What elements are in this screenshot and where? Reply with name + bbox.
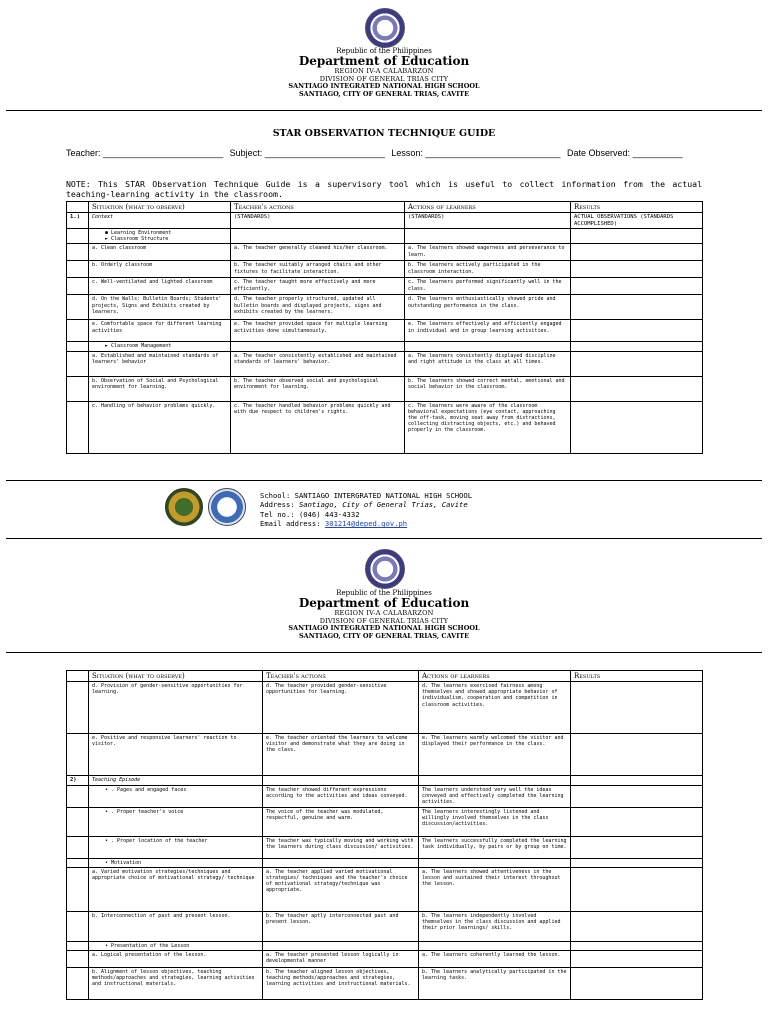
list-item: • . Pages and engaged faces <box>89 785 263 807</box>
table-cell: d. The teacher provided gender-sensitive opportunities for learning. <box>263 682 419 734</box>
result-cell[interactable] <box>571 295 703 320</box>
list-item: • . Proper location of the teacher <box>89 836 263 858</box>
blank-cell <box>67 682 89 734</box>
table-cell: d. Provision of gender-sensitive opportunities for learning. <box>89 682 263 734</box>
cell <box>263 858 419 867</box>
table-cell: a. The learners showed attentiveness in the lesson and sustained their interest throughout the lesson. <box>419 867 571 911</box>
cell <box>231 342 405 351</box>
blank-cell <box>67 320 89 342</box>
footer-tel: Tel no.: (046) 443-4332 <box>260 509 360 519</box>
table-cell: a. Clean classroom <box>89 244 231 261</box>
cell <box>405 229 571 244</box>
table-cell: c. The learners were aware of the classroom behavioral expectations (eye contact, approaching the off-task, moving seat away from distractions, collecting distracting objects, etc.) and behaved properly in the classroom. <box>405 401 571 453</box>
deped-seal-logo <box>365 8 405 48</box>
context-label: Context <box>89 213 231 229</box>
result-cell[interactable] <box>571 261 703 278</box>
result-cell[interactable] <box>571 950 703 967</box>
table-cell: a. The teacher applied varied motivational strategies/ techniques and the teacher's choice of motivational strategy/technique was appropriate. <box>263 867 419 911</box>
table-cell: e. The learners warmly welcomed the visitor and displayed their performance in the class. <box>419 734 571 776</box>
col-situation: Situation (what to observe) <box>89 202 231 213</box>
result-cell[interactable] <box>571 785 703 807</box>
result-cell[interactable] <box>571 320 703 342</box>
table-cell: a. Varied motivation strategies/techniques and appropriate choice of motivational strategy/ technique <box>89 867 263 911</box>
table-cell: b. The learners showed correct mental, emotional and social behavior in the classroom. <box>405 376 571 401</box>
list-item: ● Learning Environment ► Classroom Structure <box>89 229 231 244</box>
table-cell: e. Positive and responsive learners' reaction to visitor. <box>89 734 263 776</box>
blank-cell <box>67 858 89 867</box>
blank-cell <box>67 967 89 999</box>
letterhead <box>0 589 768 640</box>
teacher-field[interactable]: Teacher: ________________________ <box>66 148 224 158</box>
table-cell: b. Observation of Social and Psychological environment for learning. <box>89 376 231 401</box>
blank-cell <box>67 202 89 213</box>
bullet-label: Motivation <box>111 859 142 866</box>
bullet-label: Proper location of the teacher <box>117 837 208 844</box>
table-cell: c. The teacher handled behavior problems quickly and with due respect to children's rights. <box>231 401 405 453</box>
location-text: SANTIAGO, CITY OF GENERAL TRIAS, CAVITE <box>298 89 470 98</box>
info-line <box>66 148 687 158</box>
table-cell: d. The teacher properly structured, updated all bulletin boards and displayed projects, signs and exhibits created by the learners. <box>231 295 405 320</box>
result-cell[interactable] <box>571 244 703 261</box>
school-logo <box>165 488 203 526</box>
division-logo <box>208 488 246 526</box>
cell <box>571 776 703 786</box>
cell <box>571 941 703 950</box>
footer-address <box>260 500 472 509</box>
table-cell: a. The learners coherently learned the lesson. <box>419 950 571 967</box>
bullet-label: Proper teacher's voice <box>117 808 184 815</box>
blank-cell <box>67 376 89 401</box>
teaching-episode-label: Teaching Episode <box>89 776 263 786</box>
col-teacher-actions: Teacher's actions <box>263 671 419 682</box>
table-cell: b. Alignment of lesson objectives, teaching methods/approaches and strategies, learning activities and instructional materials. <box>89 967 263 999</box>
header-rule <box>6 110 762 111</box>
location-text: SANTIAGO, CITY OF GENERAL TRIAS, CAVITE <box>298 631 470 640</box>
table-cell: The teacher was typically moving and working with the learners during class discussion/ activities. <box>263 836 419 858</box>
table-cell: The voice of the teacher was modulated, respectful, genuine and warm. <box>263 807 419 836</box>
list-item: • Motivation <box>89 858 263 867</box>
blank-cell <box>67 351 89 376</box>
blank-cell <box>67 911 89 941</box>
cell <box>263 776 419 786</box>
table-cell: d. The learners enthusiastically showed pride and outstanding performance in the class. <box>405 295 571 320</box>
col-learner-actions: Actions of learners <box>405 202 571 213</box>
list-item: ► Classroom Management <box>89 342 231 351</box>
table-cell: a. Logical presentation of the lesson. <box>89 950 263 967</box>
col-results: Results <box>571 202 703 213</box>
cell <box>231 229 405 244</box>
email-label: Email address: <box>260 519 321 529</box>
result-cell[interactable] <box>571 836 703 858</box>
cell <box>571 858 703 867</box>
page-title: STAR OBSERVATION TECHNIQUE GUIDE <box>272 128 496 139</box>
bullet-label: Classroom Structure <box>111 236 169 243</box>
table-cell: The learners interestingly listened and willingly involved themselves in the class discussion/activities. <box>419 807 571 836</box>
standards-label-2: (STANDARDS) <box>405 213 571 229</box>
blank-cell <box>67 671 89 682</box>
blank-cell <box>67 295 89 320</box>
cell <box>571 342 703 351</box>
table-cell: c. Well-ventilated and lighted classroom <box>89 278 231 295</box>
col-learner-actions: Actions of learners <box>419 671 571 682</box>
result-cell[interactable] <box>571 401 703 453</box>
result-cell[interactable] <box>571 682 703 734</box>
footer-email <box>260 519 472 528</box>
blank-cell <box>67 867 89 911</box>
table-cell: c. The learners performed significantly well in the class. <box>405 278 571 295</box>
observation-table-2 <box>66 670 703 1000</box>
address-label: Address: <box>260 500 295 510</box>
table-cell: e. The teacher provided space for multiple learning activities done simultaneously. <box>231 320 405 342</box>
division-text: DIVISION OF GENERAL TRIAS CITY <box>319 616 449 625</box>
actual-observations-label: ACTUAL OBSERVATIONS (STANDARDS ACCOMPLISHED) <box>571 213 703 229</box>
department-text: Department of Education <box>298 596 470 610</box>
lesson-field[interactable]: Lesson: ___________________________ <box>391 148 561 158</box>
email-link[interactable]: 301214@deped.gov.ph <box>324 519 408 529</box>
republic-text: Republic of the Philippines <box>336 47 432 55</box>
blank-cell <box>67 229 89 244</box>
address-value: Santiago, City of General Trias, Cavite <box>298 500 468 510</box>
table-cell: e. The teacher oriented the learners to welcome visitor and demonstrate what they are doing in the class. <box>263 734 419 776</box>
blank-cell <box>67 836 89 858</box>
row-number: 2) <box>67 776 89 786</box>
result-cell[interactable] <box>571 867 703 911</box>
blank-cell <box>67 244 89 261</box>
footer-school: School: SANTIAGO INTERGRATED NATIONAL HIGH SCHOOL <box>260 491 473 500</box>
table-cell: a. The teacher presented lesson logically in developmental manner <box>263 950 419 967</box>
table-cell: e. The learners effectively and efficiently engaged in individual and in group learning activities. <box>405 320 571 342</box>
table-cell: b. The teacher aligned lesson objectives, teaching methods/approaches and strategies, learning activities and instructional materials. <box>263 967 419 999</box>
table-cell: a. The teacher consistently established and maintained standards of learners' behavior. <box>231 351 405 376</box>
result-cell[interactable] <box>571 807 703 836</box>
blank-cell <box>67 278 89 295</box>
table-cell: c. Handling of behavior problems quickly. <box>89 401 231 453</box>
blank-cell <box>67 950 89 967</box>
list-item: • . Proper teacher's voice <box>89 807 263 836</box>
department-text: Department of Education <box>298 54 470 68</box>
result-cell[interactable] <box>571 278 703 295</box>
cell <box>419 858 571 867</box>
cell <box>419 776 571 786</box>
region-text: REGION IV-A CALABARZON <box>334 609 434 617</box>
table-cell: b. Interconnection of past and present lesson. <box>89 911 263 941</box>
footer-rule-bottom <box>6 538 762 539</box>
blank-cell <box>67 941 89 950</box>
header-rule <box>6 652 762 653</box>
table-cell: b. The learners analytically participated in the learning tasks. <box>419 967 571 999</box>
blank-cell <box>67 401 89 453</box>
col-results: Results <box>571 671 703 682</box>
deped-seal-logo <box>365 549 405 589</box>
table-cell: The learners successfully completed the learning task individually, by pairs or by group on time. <box>419 836 571 858</box>
cell <box>419 941 571 950</box>
table-cell: The teacher showed different expressions according to the activities and ideas conveyed. <box>263 785 419 807</box>
result-cell[interactable] <box>571 734 703 776</box>
school-text: SANTIAGO INTEGRATED NATIONAL HIGH SCHOOL <box>288 82 480 90</box>
table-cell: b. The learners independently involved themselves in the class discussion and applied their prior learnings/ skills. <box>419 911 571 941</box>
list-item: • Presentation of the Lesson <box>89 941 263 950</box>
table-cell: The learners understood very well the ideas conveyed and effectively completed the learning activities. <box>419 785 571 807</box>
letterhead <box>0 47 768 98</box>
bullet-label: Learning Environment <box>111 230 172 236</box>
cell <box>571 229 703 244</box>
republic-text: Republic of the Philippines <box>336 589 432 597</box>
date-field[interactable]: Date Observed: __________ <box>567 148 683 158</box>
table-cell: e. Comfortable space for different learning activities <box>89 320 231 342</box>
table-cell: a. The learners consistently displayed discipline and right attitude in the class at all times. <box>405 351 571 376</box>
table-cell: b. The teacher aptly interconnected past and present lesson. <box>263 911 419 941</box>
bullet-label: Classroom Management <box>111 343 172 350</box>
table-cell: b. The teacher suitably arranged chairs and other fixtures to facilitate interaction. <box>231 261 405 278</box>
region-text: REGION IV-A CALABARZON <box>334 67 434 75</box>
table-cell: b. The teacher observed social and psychological environment for learning. <box>231 376 405 401</box>
blank-cell <box>67 785 89 807</box>
col-situation: Situation (what to observe) <box>89 671 263 682</box>
result-cell[interactable] <box>571 351 703 376</box>
table-cell: b. The learners actively participated in the classroom interaction. <box>405 261 571 278</box>
col-teacher-actions: Teacher's actions <box>231 202 405 213</box>
cell <box>263 941 419 950</box>
result-cell[interactable] <box>571 911 703 941</box>
school-text: SANTIAGO INTEGRATED NATIONAL HIGH SCHOOL <box>288 624 480 632</box>
table-cell: a. The teacher generally cleaned his/her classroom. <box>231 244 405 261</box>
blank-cell <box>67 261 89 278</box>
row-number: 1.) <box>67 213 89 229</box>
result-cell[interactable] <box>571 967 703 999</box>
table-cell: a. The learners showed eagerness and perseverance to learn. <box>405 244 571 261</box>
blank-cell <box>67 342 89 351</box>
table-cell: a. Established and maintained standards of learners' behavior <box>89 351 231 376</box>
blank-cell <box>67 807 89 836</box>
bullet-label: Presentation of the Lesson <box>111 942 190 949</box>
footer-contact <box>260 491 472 529</box>
note-paragraph: NOTE: This STAR Observation Technique Guide is a supervisory tool which is useful to collect information from the actual teaching-learning activity in the classroom. <box>66 179 702 199</box>
standards-label: (STANDARDS) <box>231 213 405 229</box>
table-cell: c. The teacher taught more effectively and more efficiently. <box>231 278 405 295</box>
blank-cell <box>67 734 89 776</box>
division-text: DIVISION OF GENERAL TRIAS CITY <box>319 74 449 83</box>
observation-table-1 <box>66 201 703 454</box>
result-cell[interactable] <box>571 376 703 401</box>
bullet-label: Pages and engaged faces <box>117 786 187 793</box>
cell <box>405 342 571 351</box>
subject-field[interactable]: Subject: ________________________ <box>229 148 385 158</box>
table-cell: d. On the Walls: Bulletin Boards; Students' projects, Signs and Exhibits created by learners. <box>89 295 231 320</box>
table-cell: d. The learners exercised fairness among themselves and showed appropriate behavior of individualism, cooperation and competition in classroom activities. <box>419 682 571 734</box>
footer-rule-top <box>6 480 762 481</box>
table-cell: b. Orderly classroom <box>89 261 231 278</box>
